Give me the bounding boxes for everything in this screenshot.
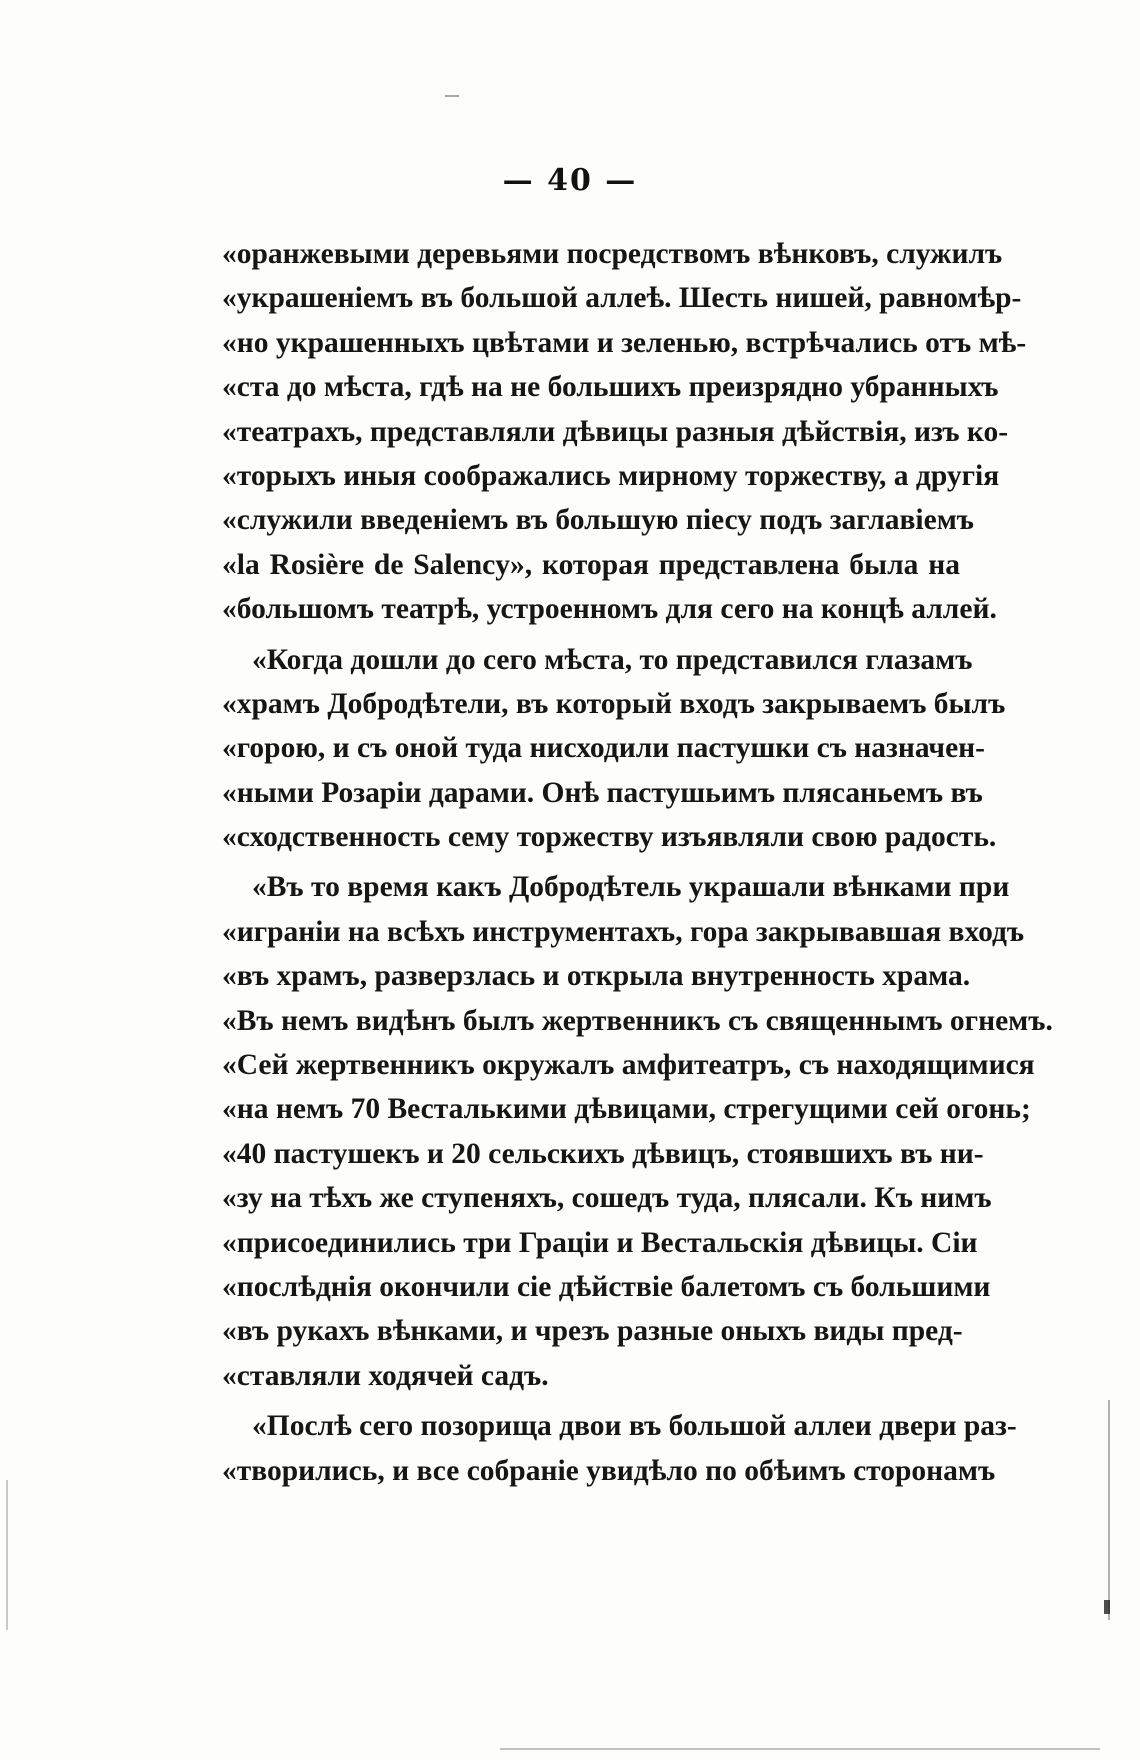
text-line: «театрахъ, представляли дѣвицы разныя дѣйствія, изъ ко- [222,415,1009,448]
text-line: «ными Розаріи дарами. Онѣ пастушьимъ плясаньемъ въ [222,776,983,809]
text-line: «сходственность сему торжеству изъявляли свою радость. [222,821,997,854]
paragraph-4 [222,1404,1017,1493]
text-line: «торыхъ иныя соображались мирному торжеству, а другія [222,459,1000,492]
paragraph-1 [222,232,1027,632]
page-number: — 40 — [502,163,638,198]
text-line: «въ храмъ, разверзлась и открыла внутренность храма. [222,960,971,993]
text-line: «ставляли ходячей садъ. [222,1359,549,1392]
scan-edge-line [1108,1400,1110,1620]
text-line: «на немъ 70 Весталькими дѣвицами, стрегущими сей огонь; [222,1093,1031,1126]
paragraph-3 [222,865,1053,1398]
text-line: «творились, и все собраніе увидѣло по обѣимъ сторонамъ [222,1454,996,1487]
text-line: «храмъ Добродѣтели, въ который входъ закрываемъ былъ [222,687,1006,720]
text-line: «Сей жертвенникъ окружалъ амфитеатръ, съ находящимися [222,1049,1035,1082]
text-line: «но украшенныхъ цвѣтами и зеленью, встрѣчались отъ мѣ- [222,326,1027,359]
text-line: «украшеніемъ въ большой аллеѣ. Шесть нишей, равномѣр- [222,282,1022,315]
text-line: «40 пастушекъ и 20 сельскихъ дѣвицъ, стоявшихъ въ ни- [222,1137,984,1170]
text-line: «въ рукахъ вѣнками, и чрезъ разные оныхъ виды пред- [222,1315,963,1348]
text-line: «Въ то время какъ Добродѣтель украшали вѣнками при [252,871,1010,904]
text-line: «большомъ театрѣ, устроенномъ для сего на концѣ аллей. [222,593,997,626]
body-text [222,232,1053,1499]
paragraph-2 [222,638,1006,860]
text-line: «Послѣ сего позорища двои въ большой аллеи двери раз- [252,1410,1017,1443]
text-line: «Въ немъ видѣнъ былъ жертвенникъ съ священнымъ огнемъ. [222,1004,1053,1037]
text-line: «играніи на всѣхъ инструментахъ, гора закрывавшая входъ [222,915,1025,948]
scan-speck [445,95,459,97]
scan-edge-mark [1104,1600,1110,1614]
scan-bottom-line [500,1748,1100,1750]
text-line: «ста до мѣста, гдѣ на не большихъ преизрядно убранныхъ [222,371,999,404]
text-line: «послѣднія окончили сіе дѣйствіе балетомъ съ большими [222,1270,991,1303]
text-line: «зу на тѣхъ же ступеняхъ, сошедъ туда, плясали. Къ нимъ [222,1182,992,1215]
text-line: «Когда дошли до сего мѣста, то представился глазамъ [252,643,973,676]
text-line: «присоединились три Граціи и Вестальскія дѣвицы. Сіи [222,1226,978,1259]
text-line: «горою, и съ оной туда нисходили пастушки съ назначен- [222,732,985,765]
scan-edge-line-left [6,1480,8,1630]
text-line: «оранжевыми деревьями посредствомъ вѣнковъ, служилъ [222,238,1003,270]
text-line: «служили введеніемъ въ большую піесу подъ заглавіемъ [222,504,975,537]
text-line: «la Rosière de Salency», которая представлена была на [222,548,960,581]
